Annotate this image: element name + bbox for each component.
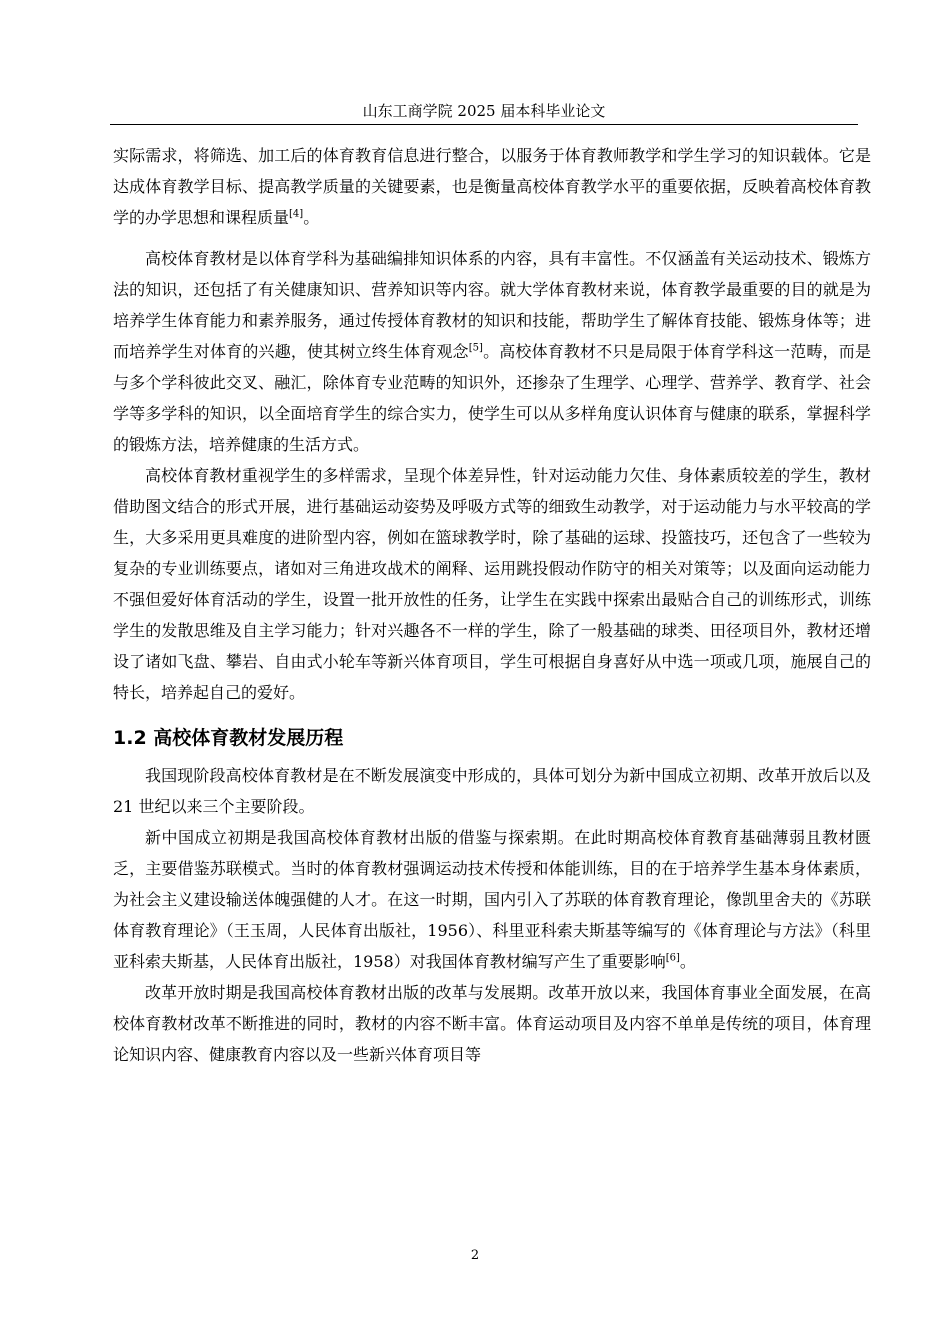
paragraph-4: 我国现阶段高校体育教材是在不断发展演变中形成的，具体可划分为新中国成立初期、改革开放后以及 21 世纪以来三个主要阶段。 [113, 766, 871, 816]
page-number: 2 [470, 1248, 480, 1263]
paragraph-2: 高校体育教材是以体育学科为基础编排知识体系的内容，具有丰富性。不仅涵盖有关运动技术、锻炼方法的知识，还包括了有关健康知识、营养知识等内容。就大学体育教材来说，体育教学最重要的目的就是为培养学生体育能力和素养服务，通过传授体育教材的知识和技能，帮助学生了解体育技能、锻炼身体等；进而培养学生对体育的兴趣，使其树立终生体育观念[5]。高校体育教材不只是局限于体育学科这一范畴，而是与多个学科彼此交叉、融汇，除体育专业范畴的知识外，还掺杂了生理学、心理学、营养学、教育学、社会学等多学科的知识，以全面培育学生的综合实力，使学生可以从多样角度认识体育与健康的联系，掌握科学的锻炼方法，培养健康的生活方式。 [113, 249, 871, 454]
paragraph-6: 改革开放时期是我国高校体育教材出版的改革与发展期。改革开放以来，我国体育事业全面发展，在高校体育教材改革不断推进的同时，教材的内容不断丰富。体育运动项目及内容不单单是传统的项目，体育理论知识内容、健康教育内容以及一些新兴体育项目等 [113, 983, 871, 1064]
citation-4: [4] [289, 208, 304, 220]
header-title: 山东工商学院 2025 届本科毕业论文 [362, 102, 606, 120]
paragraph-3: 高校体育教材重视学生的多样需求，呈现个体差异性，针对运动能力欠佳、身体素质较差的学生，教材借助图文结合的形式开展，进行基础运动姿势及呼吸方式等的细致生动教学，对于运动能力与水平较高的学生，大多采用更具难度的进阶型内容，例如在篮球教学时，除了基础的运球、投篮技巧，还包含了一些较为复杂的专业训练要点，诸如对三角进攻战术的阐释、运用跳投假动作防守的相关对策等；以及面向运动能力不强但爱好体育活动的学生，设置一批开放性的任务，让学生在实践中探索出最贴合自己的训练形式，训练学生的发散思维及自主学习能力；针对兴趣各不一样的学生，除了一般基础的球类、田径项目外，教材还增设了诸如飞盘、攀岩、自由式小轮车等新兴体育项目，学生可根据自身喜好从中选一项或几项，施展自己的特长，培养起自己的爱好。 [113, 466, 871, 702]
citation-5: [5] [468, 342, 483, 354]
paragraph-1: 实际需求，将筛选、加工后的体育教育信息进行整合，以服务于体育教师教学和学生学习的知识载体。它是达成体育教学目标、提高教学质量的关键要素，也是衡量高校体育教学水平的重要依据，反映着高校体育教学的办学思想和课程质量[4]。 [113, 146, 871, 227]
paragraph-5: 新中国成立初期是我国高校体育教材出版的借鉴与探索期。在此时期高校体育教育基础薄弱且教材匮乏，主要借鉴苏联模式。当时的体育教材强调运动技术传授和体能训练，目的在于培养学生基本身体素质，为社会主义建设输送体魄强健的人才。在这一时期，国内引入了苏联的体育教育理论，像凯里舍夫的《苏联体育教育理论》（王玉周，人民体育出版社，1956）、科里亚科索夫斯基等编写的《体育理论与方法》（科里亚科索夫斯基，人民体育出版社，1958）对我国体育教材编写产生了重要影响[6]。 [113, 828, 871, 971]
body-text [113, 140, 871, 1070]
running-header [110, 100, 858, 125]
page-footer [0, 1248, 950, 1264]
section-title: 1.2 高校体育教材发展历程 [113, 727, 344, 749]
citation-6: [6] [665, 952, 680, 964]
